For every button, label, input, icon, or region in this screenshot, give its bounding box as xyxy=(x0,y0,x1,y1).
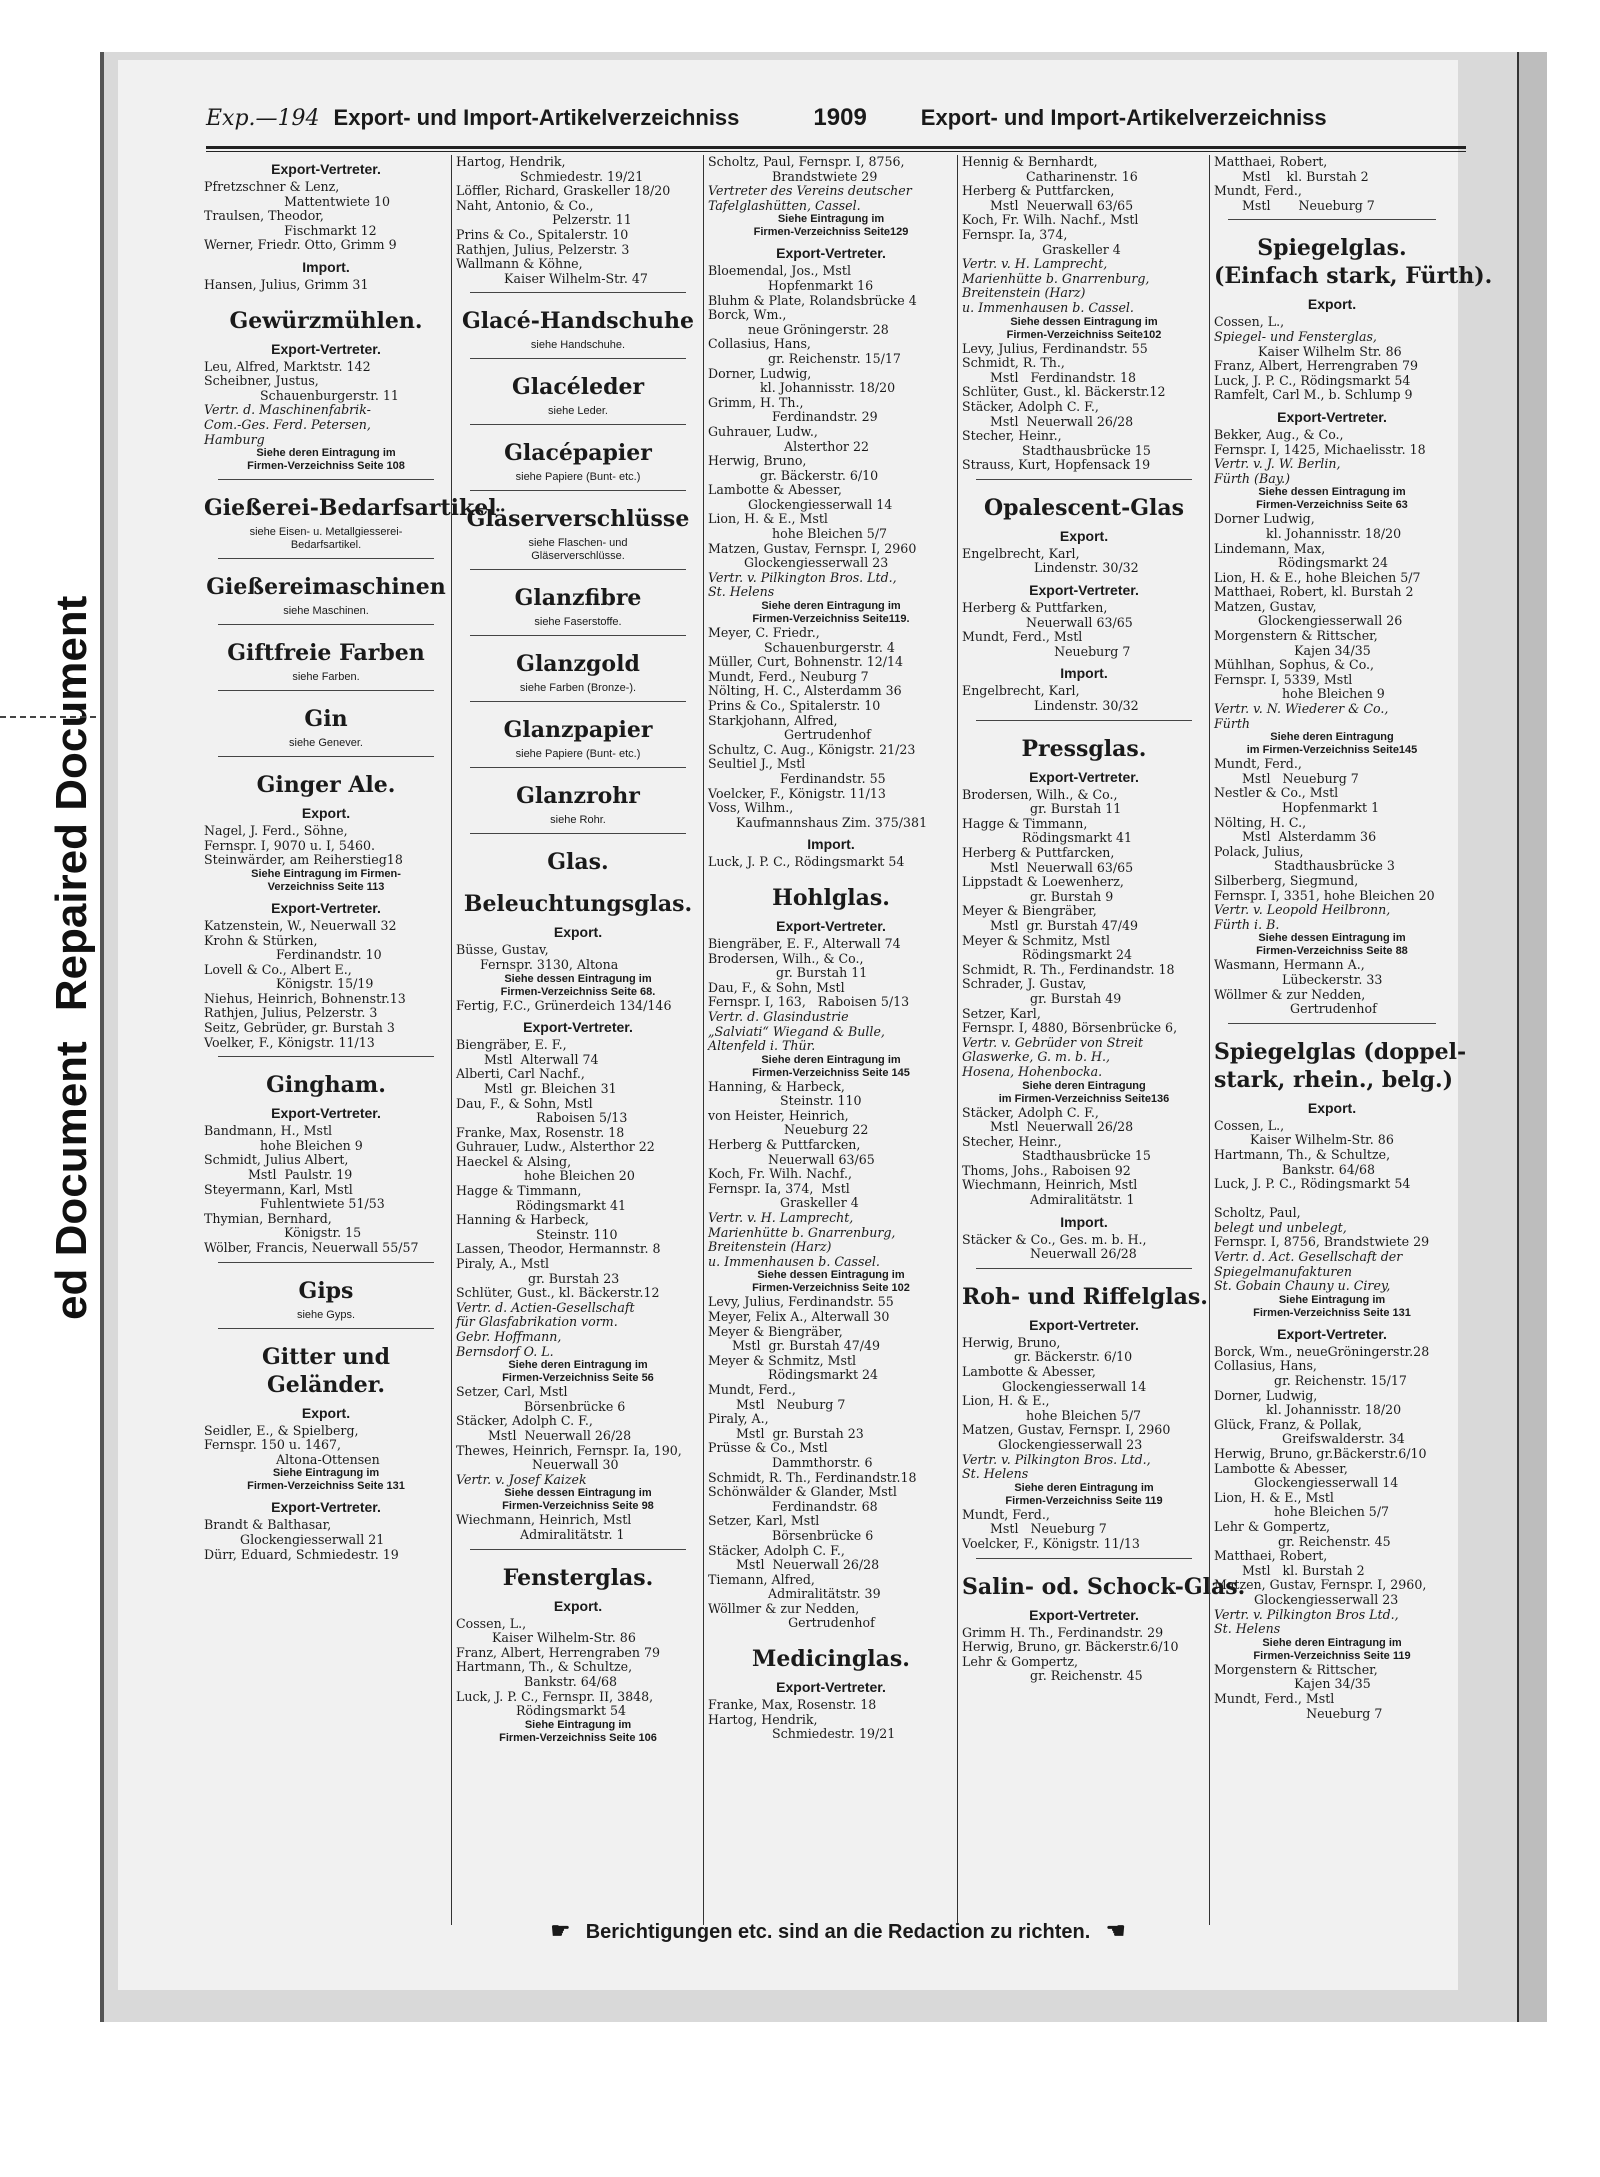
listing-entry: Mundt, Ferd., Mstl Neueburg 7 Voelcker, F., Königstr. 11/13 xyxy=(962,1506,1140,1551)
section-heading: Glanzgold xyxy=(516,651,640,678)
section-heading: Pressglas. xyxy=(1021,735,1147,762)
listing-entry: Pfretzschner & Lenz, Mattentwiete 10 Traulsen, Theodor, Fischmarkt 12 Werner, Friedr. Otto, Grimm 9 xyxy=(204,179,397,253)
registry-note: Siehe dessen Eintragung im Firmen-Verzeichniss Seite 68. xyxy=(500,972,656,998)
listing-entry: Grimm H. Th., Ferdinandstr. 29 Herwig, Bruno, gr. Bäckerstr.6/10 Lehr & Gompertz, gr. Reichenstr. 45 xyxy=(962,1624,1179,1684)
see-reference: siehe Farben (Bronze-). xyxy=(519,682,637,695)
section-heading: Fensterglas. xyxy=(502,1564,654,1591)
section-divider xyxy=(218,1328,434,1329)
listing-entry: Franke, Max, Rosenstr. 18 Hartog, Hendrik, Schmiedestr. 19/21 xyxy=(708,1697,896,1742)
subsection-label: Export-Vertreter. xyxy=(1029,1606,1139,1623)
listing-entry: Seidler, E., & Spielberg, Fernspr. 150 u. 1467, Altona-Ottensen xyxy=(204,1422,380,1467)
section-heading: Spiegelglas (doppel- stark, rhein., belg.) xyxy=(1214,1038,1467,1093)
listing-entry: Fernspr. I, 8756, Brandstwiete 29 xyxy=(1214,1234,1430,1250)
registry-note: Siehe dessen Eintragung im Firmen-Verzeichniss Seite 102 xyxy=(752,1269,910,1295)
registry-note: Siehe Eintragung im Firmen-Verzeichniss Seite 131 xyxy=(247,1467,405,1493)
listing-entry: Büsse, Gustav, Fernspr. 3130, Altona xyxy=(456,942,619,972)
section-divider xyxy=(1228,1023,1436,1024)
registry-note: Siehe deren Eintragung im Firmen-Verzeichniss Seite 119 xyxy=(1253,1636,1411,1662)
subsection-label: Import. xyxy=(807,836,855,853)
listing-entry: Hanning, & Harbeck, Steinstr. 110 von Heister, Heinrich, Neueburg 22 Herberg & Puttfarcken, Neuerwall 63/65 Koch, Fr. Wilh. Nachf., Fernspr. Ia, 374, Mstl Graskeller 4 xyxy=(708,1078,875,1211)
page-header xyxy=(206,104,1446,144)
section-heading: Ginger Ale. xyxy=(256,772,396,799)
see-reference: siehe Gyps. xyxy=(296,1308,356,1321)
subsection-label: Export-Vertreter. xyxy=(776,1679,886,1696)
agency-note: Vertr. v. Pilkington Bros Ltd., St. Helens xyxy=(1214,1606,1399,1637)
listing-entry: Kaiser Wilhelm Str. 86 Franz, Albert, Herrengraben 79 Luck, J. P. C., Rödingsmarkt 54 Ramfelt, Carl M., b. Schlump 9 xyxy=(1214,343,1419,403)
registry-note: Siehe Eintragung im Firmen- Verzeichniss Seite 113 xyxy=(251,867,401,893)
pointing-hand-right-icon: ☚ xyxy=(1105,1918,1126,1943)
listing-entry: Biengräber, E. F., Alterwall 74 Brodersen, Wilh., & Co., gr. Burstah 11 Dau, F., & Sohn, Mstl Fernspr. I, 163, Raboisen 5/13 xyxy=(708,935,910,1010)
section-divider xyxy=(218,1262,434,1263)
listing-entry: Matthaei, Robert, Mstl kl. Burstah 2 Mundt, Ferd., Mstl Neueburg 7 xyxy=(1214,154,1375,213)
section-divider xyxy=(470,490,686,491)
listing-entry: Scholtz, Paul, Fernspr. I, 8756, Brandstwiete 29 xyxy=(708,154,905,184)
registry-note: Siehe deren Eintragung im Firmen-Verzeichniss Seite 145 xyxy=(752,1053,910,1079)
subsection-label: Export-Vertreter. xyxy=(1029,582,1139,599)
section-heading: Beleuchtungsglas. xyxy=(463,891,693,918)
section-heading: Hohlglas. xyxy=(772,884,890,911)
stamp-partial-text: ed Document xyxy=(47,1041,96,1320)
listing-entry: Cossen, L., Kaiser Wilhelm-Str. 86 Franz, Albert, Herrengraben 79 Hartmann, Th., & Schultze, Bankstr. 64/68 Luck, J. P. C., Fernspr. II, 3848, Rödingsmarkt 54 xyxy=(456,1615,661,1719)
section-heading: Spiegelglas. (Einfach stark, Fürth). xyxy=(1214,235,1493,290)
section-heading: Gips xyxy=(298,1277,354,1304)
listing-entry: Levy, Julius, Ferdinandstr. 55 Schmidt, R. Th., Mstl Ferdinandstr. 18 Schlüter, Gust., kl. Bäckerstr.12 Stäcker, Adolph C. F., Mstl Neuerwall 26/28 Stecher, Heinr., Stadthausbrücke 15 Strauss, Kurt, Hopfensack 19 xyxy=(962,340,1166,473)
see-reference: siehe Rohr. xyxy=(550,814,606,827)
listing-entry: Levy, Julius, Ferdinandstr. 55 Meyer, Felix A., Alterwall 30 Meyer & Biengräber, Mstl gr. Burstah 47/49 Meyer & Schmitz, Mstl Rödingsmarkt 24 Mundt, Ferd., Mstl Neuburg 7 Piraly, A., Mstl gr. Burstah 23 Prüsse & Co., Mstl Dammthorstr. 6 Schmidt, R. Th., Ferdinandstr.18 Schönwälder & Glander, Mstl Ferdinandstr. 68 Setzer, Karl, Mstl Börsenbrücke 6 Stäcker, Adolph C. F., Mstl Neuerwall 26/28 Tiemann, Alfred, Admiralitätstr. 39 Wöllmer & zur Nedden, Gertrudenhof xyxy=(708,1294,917,1631)
registry-note: Siehe Eintragung im Firmen-Verzeichniss Seite 106 xyxy=(499,1718,657,1744)
column-1 xyxy=(204,155,497,1925)
listing-entry: Bekker, Aug., & Co., Fernspr. I, 1425, Michaelisstr. 18 xyxy=(1214,426,1426,457)
agency-note: Vertr. v. Josef Kaizek xyxy=(456,1471,587,1487)
see-reference: siehe Papiere (Bunt- etc.) xyxy=(515,471,641,484)
section-heading: Gießereimaschinen xyxy=(206,574,446,601)
section-heading: Gießerei-Bedarfsartikel xyxy=(204,495,497,522)
see-reference: siehe Papiere (Bunt- etc.) xyxy=(515,748,641,761)
see-reference: siehe Flaschen- und Gläserverschlüsse. xyxy=(528,537,628,563)
agency-note: Vertr. v. J. W. Berlin, Fürth (Bay.) xyxy=(1214,456,1341,486)
section-divider xyxy=(976,1268,1192,1269)
section-heading: Glacé-Handschuhe xyxy=(461,308,695,335)
page-edge-strip xyxy=(1517,52,1547,2022)
section-divider xyxy=(218,624,434,625)
listing-entry: Luck, J. P. C., Rödingsmarkt 54 xyxy=(708,854,905,870)
listing-entry: Stäcker & Co., Ges. m. b. H., Neuerwall 26/28 xyxy=(962,1231,1147,1262)
page-number: Exp.—194 xyxy=(206,106,320,131)
column-2 xyxy=(456,155,700,1925)
see-reference: siehe Farben. xyxy=(292,671,360,684)
listing-entry: Wasmann, Hermann A., Lübeckerstr. 33 Wöllmer & zur Nedden, Gertrudenhof xyxy=(1214,957,1383,1017)
listing-entry: Nagel, J. Ferd., Söhne, Fernspr. I, 9070 u. I, 5460. Steinwärder, am Reiherstieg18 xyxy=(204,823,403,868)
section-divider xyxy=(218,690,434,691)
listing-entry: Morgenstern & Rittscher, Kajen 34/35 Mundt, Ferd., Mstl Neueburg 7 xyxy=(1214,1661,1383,1721)
section-divider xyxy=(470,424,686,425)
section-divider xyxy=(470,767,686,768)
registry-note: Siehe deren Eintragung im Firmen-Verzeichniss Seite 119 xyxy=(1005,1481,1163,1507)
listing-entry: Cossen, L., Kaiser Wilhelm-Str. 86 Hartmann, Th., & Schultze, Bankstr. 64/68 Luck, J. P. C., Rödingsmarkt 54 Scholtz, Paul, xyxy=(1214,1117,1411,1221)
subsection-label: Export. xyxy=(1059,527,1109,544)
document-page xyxy=(118,60,1493,1990)
listing-entry: Bloemendal, Jos., Mstl Hopfenmarkt 16 Bluhm & Plate, Rolandsbrücke 4 Borck, Wm., neue Gröningerstr. 28 Collasius, Hans, gr. Reichenstr. 15/17 Dorner, Ludwig, kl. Johannisstr. 18/20 Grimm, H. Th., Ferdinandstr. 29 Guhrauer, Ludw., Alsterthor 22 Herwig, Bruno, gr. Bäckerstr. 6/10 Lambotte & Abesser, Glockengiesserwall 14 Lion, H. & E., Mstl hohe Bleichen 5/7 Matzen, Gustav, Fernspr. I, 2960 Glockengiesserwall 23 xyxy=(708,263,917,571)
subsection-label: Export-Vertreter. xyxy=(1277,408,1387,425)
section-heading: Glas. xyxy=(547,849,609,876)
agency-note: Vertr. v. Pilkington Bros. Ltd., St. Helens xyxy=(708,569,897,600)
header-year: 1909 xyxy=(813,104,867,131)
listing-entry: Meyer, C. Friedr., Schauenburgerstr. 4 Müller, Curt, Bohnenstr. 12/14 Mundt, Ferd., Neuburg 7 Nölting, H. C., Alsterdamm 36 Prins & Co., Spitalerstr. 10 Starkjohann, Alfred, Gertrudenhof Schultz, C. Aug., Königstr. 21/23 Seultiel J., Mstl Ferdinandstr. 55 Voelcker, F., Königstr. 11/13 Voss, Wilhm., Kaufmannshaus Zim. 375/381 xyxy=(708,625,928,830)
section-heading: Gitter und Geländer. xyxy=(261,1343,391,1398)
listing-entry: Dorner Ludwig, kl. Johannisstr. 18/20 Lindemann, Max, Rödingsmarkt 24 Lion, H. & E., hohe Bleichen 5/7 Matthaei, Robert, kl. Burstah 2 Matzen, Gustav, Glockengiesserwall 26 Morgenstern & Rittscher, Kajen 34/35 Mühlhan, Sophus, & Co., Fernspr. I, 5339, Mstl hohe Bleichen 9 xyxy=(1214,511,1421,702)
agency-note: Vertreter des Vereins deutscher Tafelglashütten, Cassel. xyxy=(708,183,912,213)
listing-entry: Engelbrecht, Karl, Lindenstr. 30/32 xyxy=(962,683,1139,714)
header-title-left: Export- und Import-Artikelverzeichniss xyxy=(333,105,740,130)
subsection-label: Export-Vertreter. xyxy=(776,917,886,934)
section-heading: Glacépapier xyxy=(504,440,652,467)
subsection-label: Export. xyxy=(553,924,603,941)
column-3 xyxy=(708,155,954,1925)
section-heading: Medicinglas. xyxy=(752,1646,910,1673)
section-heading: Opalescent-Glas xyxy=(983,494,1184,521)
subsection-label: Export-Vertreter. xyxy=(271,899,381,916)
listing-entry: Mundt, Ferd., Mstl Neueburg 7 Nestler & Co., Mstl Hopfenmarkt 1 Nölting, H. C., Mstl Alsterdamm 36 Polack, Julius, Stadthausbrücke 3 Silberberg, Siegmund, Fernspr. I, 3351, hohe Bleichen 20 xyxy=(1214,756,1435,903)
registry-note: Siehe dessen Eintragung im Firmen-Verzeichniss Seite102 xyxy=(1006,315,1162,341)
subsection-label: Export-Vertreter. xyxy=(271,161,381,177)
see-reference: siehe Eisen- u. Metallgiesserei- Bedarfsartikel. xyxy=(249,526,403,552)
listing-entry: Herberg & Puttfarken, Neuerwall 63/65 Mundt, Ferd., Mstl Neueburg 7 xyxy=(962,600,1133,659)
section-divider xyxy=(470,358,686,359)
section-divider xyxy=(470,569,686,570)
registry-note: Siehe deren Eintragung im Firmen-Verzeichniss Seite136 xyxy=(998,1079,1170,1105)
listing-entry: Hansen, Julius, Grimm 31 xyxy=(204,276,369,292)
section-divider xyxy=(218,558,434,559)
section-heading: Gläserverschlüsse xyxy=(466,506,690,533)
registry-note: Siehe deren Eintragung im Firmen-Verzeichniss Seite119. xyxy=(752,600,910,626)
agency-note: Vertr. d. Glasindustrie „Salviati“ Wiegand & Bulle, Altenfeld i. Thür. xyxy=(708,1008,885,1054)
section-heading: Gingham. xyxy=(266,1072,386,1099)
subsection-label: Export. xyxy=(1307,1099,1357,1116)
agency-note: Vertr. d. Maschinenfabrik- Com.-Ges. Ferd. Petersen, Hamburg xyxy=(204,402,371,447)
section-divider xyxy=(218,1056,434,1057)
section-heading: Gewürzmühlen. xyxy=(229,307,423,334)
registry-note: Siehe deren Eintragung im Firmen-Verzeichniss Seite 108 xyxy=(247,447,405,473)
agency-note: Vertr. v. Leopold Heilbronn, Fürth i. B. xyxy=(1214,902,1391,932)
listing-entry: Herwig, Bruno, gr. Bäckerstr. 6/10 Lambotte & Abesser, Glockengiesserwall 14 Lion, H. & E., hohe Bleichen 5/7 Matzen, Gustav, Fernspr. I, 2960 Glockengiesserwall 23 xyxy=(962,1334,1171,1452)
section-divider xyxy=(470,701,686,702)
subsection-label: Export-Vertreter. xyxy=(1029,768,1139,785)
agency-note: Vertr. d. Act. Gesellschaft der Spiegelmanufakturen St. Gobain Chauny u. Cirey, xyxy=(1214,1249,1403,1294)
column-4 xyxy=(962,154,1246,1925)
agency-note: Vertr. v. Pilkington Bros. Ltd., St. Helens xyxy=(962,1451,1151,1482)
listing-entry: Hennig & Bernhardt, Catharinenstr. 16 Herberg & Puttfarcken, Mstl Neuerwall 63/65 Koch, Fr. Wilh. Nachf., Mstl Fernspr. Ia, 374, Graskeller 4 xyxy=(962,154,1139,257)
column-5 xyxy=(1214,154,1493,1925)
section-divider xyxy=(218,756,434,757)
section-divider xyxy=(470,292,686,293)
section-heading: Glanzfibre xyxy=(514,585,642,612)
listing-entry: Bandmann, H., Mstl hohe Bleichen 9 Schmidt, Julius Albert, Mstl Paulstr. 19 Steyermann, Karl, Mstl Fuhlentwiete 51/53 Thymian, Bernhard, Königstr. 15 Wölber, Francis, Neuerwall 55/57 xyxy=(204,1123,419,1255)
agency-note: belegt und unbelegt, xyxy=(1214,1219,1347,1235)
agency-note: Vertr. v. H. Lamprecht, Marienhütte b. Gnarrenburg, Breitenstein (Harz) u. Immenhausen b. Cassel. xyxy=(708,1210,896,1269)
agency-note: Vertr. v. H. Lamprecht, Marienhütte b. Gnarrenburg, Breitenstein (Harz) u. Immenhausen b. Cassel. xyxy=(962,256,1150,315)
listing-entry: Brodersen, Wilh., & Co., gr. Burstah 11 Hagge & Timmann, Rödingsmarkt 41 Herberg & Puttfarcken, Mstl Neuerwall 63/65 Lippstadt & Loewenherz, gr. Burstah 9 Meyer & Biengräber, Mstl gr. Burstah 47/49 Meyer & Schmitz, Mstl Rödingsmarkt 24 Schmidt, R. Th., Ferdinandstr. 18 Schrader, J. Gustav, gr. Burstah 49 Setzer, Karl, Fernspr. I, 4880, Börsenbrücke 6, xyxy=(962,786,1178,1036)
section-heading: Glacéleder xyxy=(511,374,645,401)
header-rule-thin xyxy=(206,151,1466,152)
footer-text: Berichtigungen etc. sind an die Redaction zu richten. xyxy=(585,1921,1091,1943)
subsection-label: Import. xyxy=(1060,665,1108,682)
section-divider xyxy=(470,1549,686,1550)
section-divider xyxy=(976,1558,1192,1559)
registry-note: Siehe deren Eintragung im Firmen-Verzeichniss Seite 56 xyxy=(502,1359,654,1385)
section-heading: Giftfreie Farben xyxy=(227,640,425,667)
subsection-label: Export-Vertreter. xyxy=(523,1019,633,1036)
agency-note: Vertr. d. Actien-Gesellschaft für Glasfabrikation vorm. Gebr. Hoffmann, Bernsdorf O. L. xyxy=(456,1299,635,1359)
subsection-label: Export. xyxy=(301,805,351,822)
see-reference: siehe Leder. xyxy=(548,405,608,418)
pointing-hand-left-icon: ☛ xyxy=(550,1918,571,1943)
section-heading: Glanzrohr xyxy=(516,783,640,810)
listing-entry: Setzer, Carl, Mstl Börsenbrücke 6 Stäcker, Adolph C. F., Mstl Neuerwall 26/28 Thewes, Heinrich, Fernspr. Ia, 190, Neuerwall 30 xyxy=(456,1384,682,1473)
header-title-right: Export- und Import-Artikelverzeichniss xyxy=(920,105,1327,130)
section-divider xyxy=(470,635,686,636)
agency-note: Spiegel- und Fensterglas, xyxy=(1214,328,1377,344)
see-reference: siehe Handschuhe. xyxy=(530,339,626,352)
section-heading: Roh- und Riffelglas. xyxy=(962,1283,1208,1310)
listing-entry: Fertig, F.C., Grünerdeich 134/146 xyxy=(456,997,672,1013)
subsection-label: Export-Vertreter. xyxy=(271,1105,381,1122)
section-heading: Salin- od. Schock-Glas. xyxy=(962,1573,1246,1600)
see-reference: siehe Genever. xyxy=(289,737,363,750)
cut-dashed-line xyxy=(0,716,96,718)
listing-entry: Hartog, Hendrik, Schmiedestr. 19/21 Löffler, Richard, Graskeller 18/20 Naht, Antonio, & Co., Pelzerstr. 11 Prins & Co., Spitalerstr. 10 Rathjen, Julius, Pelzerstr. 3 Wallmann & Köhne, Kaiser Wilhelm-Str. 47 xyxy=(456,154,671,286)
registry-note: Siehe deren Eintragung im Firmen-Verzeichniss Seite145 xyxy=(1246,731,1418,757)
subsection-label: Export-Vertreter. xyxy=(776,245,886,262)
listing-entry: Wiechmann, Heinrich, Mstl Admiralitätstr. 1 xyxy=(456,1512,632,1542)
column-divider xyxy=(703,155,704,1925)
section-divider xyxy=(976,720,1192,721)
listing-entry: Borck, Wm., neueGröningerstr.28 Collasius, Hans, gr. Reichenstr. 15/17 Dorner, Ludwig, kl. Johannisstr. 18/20 Glück, Franz, & Pollak, Greifswalderstr. 34 Herwig, Bruno, gr.Bäckerstr.6/10 Lambotte & Abesser, Glockengiesserwall 14 Lion, H. & E., Mstl hohe Bleichen 5/7 Lehr & Gompertz, gr. Reichenstr. 45 Matthaei, Robert, Mstl kl. Burstah 2 Matzen, Gustav, Fernspr. I, 2960, Glockengiesserwall 23 xyxy=(1214,1343,1430,1607)
subsection-label: Export-Vertreter. xyxy=(271,340,381,357)
section-heading: Gin xyxy=(304,706,348,733)
subsection-label: Export-Vertreter. xyxy=(271,1499,381,1516)
listing-entry: Stäcker, Adolph C. F., Mstl Neuerwall 26/28 Stecher, Heinr., Stadthausbrücke 15 Thoms, Johs., Raboisen 92 Wiechmann, Heinrich, Mstl Admiralitätstr. 1 xyxy=(962,1104,1151,1208)
section-heading: Glanzpapier xyxy=(503,717,653,744)
registry-note: Siehe Eintragung im Firmen-Verzeichniss Seite129 xyxy=(753,213,909,239)
listing-entry: Cossen, L., xyxy=(1214,314,1285,330)
listing-entry: Brandt & Balthasar, Glockengiesserwall 21 Dürr, Eduard, Schmiedestr. 19 xyxy=(204,1517,399,1562)
listing-entry: Biengräber, E. F., Mstl Alterwall 74 Alberti, Carl Nachf., Mstl gr. Bleichen 31 Dau, F., & Sohn, Mstl Raboisen 5/13 Franke, Max, Rosenstr. 18 Guhrauer, Ludw., Alsterthor 22 Haeckel & Alsing, hohe Bleichen 20 Hagge & Timmann, Rödingsmarkt 41 Hanning & Harbeck, Steinstr. 110 Lassen, Theodor, Hermannstr. 8 Piraly, A., Mstl gr. Burstah 23 Schlüter, Gust., kl. Bäckerstr.12 xyxy=(456,1037,661,1301)
registry-note: Siehe dessen Eintragung im Firmen-Verzeichniss Seite 63 xyxy=(1256,486,1408,512)
listing-entry: Leu, Alfred, Marktstr. 142 Scheibner, Justus, Schauenburgerstr. 11 xyxy=(204,358,399,403)
column-divider xyxy=(957,155,958,1925)
agency-note: Vertr. v. N. Wiederer & Co., Fürth xyxy=(1214,701,1389,731)
registry-note: Siehe dessen Eintragung im Firmen-Verzeichniss Seite 88 xyxy=(1256,932,1408,958)
agency-note: Vertr. v. Gebrüder von Streit Glaswerke, G. m. b. H., Hosena, Hohenbocka. xyxy=(962,1034,1144,1079)
column-divider xyxy=(451,155,452,1925)
header-rule-thick xyxy=(206,146,1466,149)
subsection-label: Export. xyxy=(301,1404,351,1421)
column-divider xyxy=(1209,155,1210,1925)
listing-entry: Katzenstein, W., Neuerwall 32 Krohn & Stürken, Ferdinandstr. 10 Lovell & Co., Albert E., Königstr. 15/19 Niehus, Heinrich, Bohnenstr.13 Rathjen, Julius, Pelzerstr. 3 Seitz, Gebrüder, gr. Burstah 3 Voelker, F., Königstr. 11/13 xyxy=(204,917,406,1050)
registry-note: Siehe dessen Eintragung im Firmen-Verzeichniss Seite 98 xyxy=(502,1487,654,1513)
listing-entry: Engelbrecht, Karl, Lindenstr. 30/32 xyxy=(962,545,1139,576)
subsection-label: Export. xyxy=(553,1597,603,1614)
subsection-label: Export-Vertreter. xyxy=(1277,1325,1387,1342)
subsection-label: Import. xyxy=(1060,1213,1108,1230)
repaired-document-stamp xyxy=(0,595,96,1320)
subsection-label: Export. xyxy=(1307,296,1357,313)
registry-note: Siehe Eintragung im Firmen-Verzeichniss Seite 131 xyxy=(1253,1293,1411,1319)
subsection-label: Export-Vertreter. xyxy=(1029,1316,1139,1333)
see-reference: siehe Maschinen. xyxy=(283,605,369,618)
section-divider xyxy=(470,833,686,834)
see-reference: siehe Faserstoffe. xyxy=(534,616,622,629)
section-divider xyxy=(1228,219,1436,220)
page-footer xyxy=(338,1918,1338,1944)
section-divider xyxy=(976,479,1192,480)
subsection-label: Import. xyxy=(302,258,350,275)
section-divider xyxy=(218,479,434,480)
stamp-text: Repaired Document xyxy=(47,595,96,1012)
